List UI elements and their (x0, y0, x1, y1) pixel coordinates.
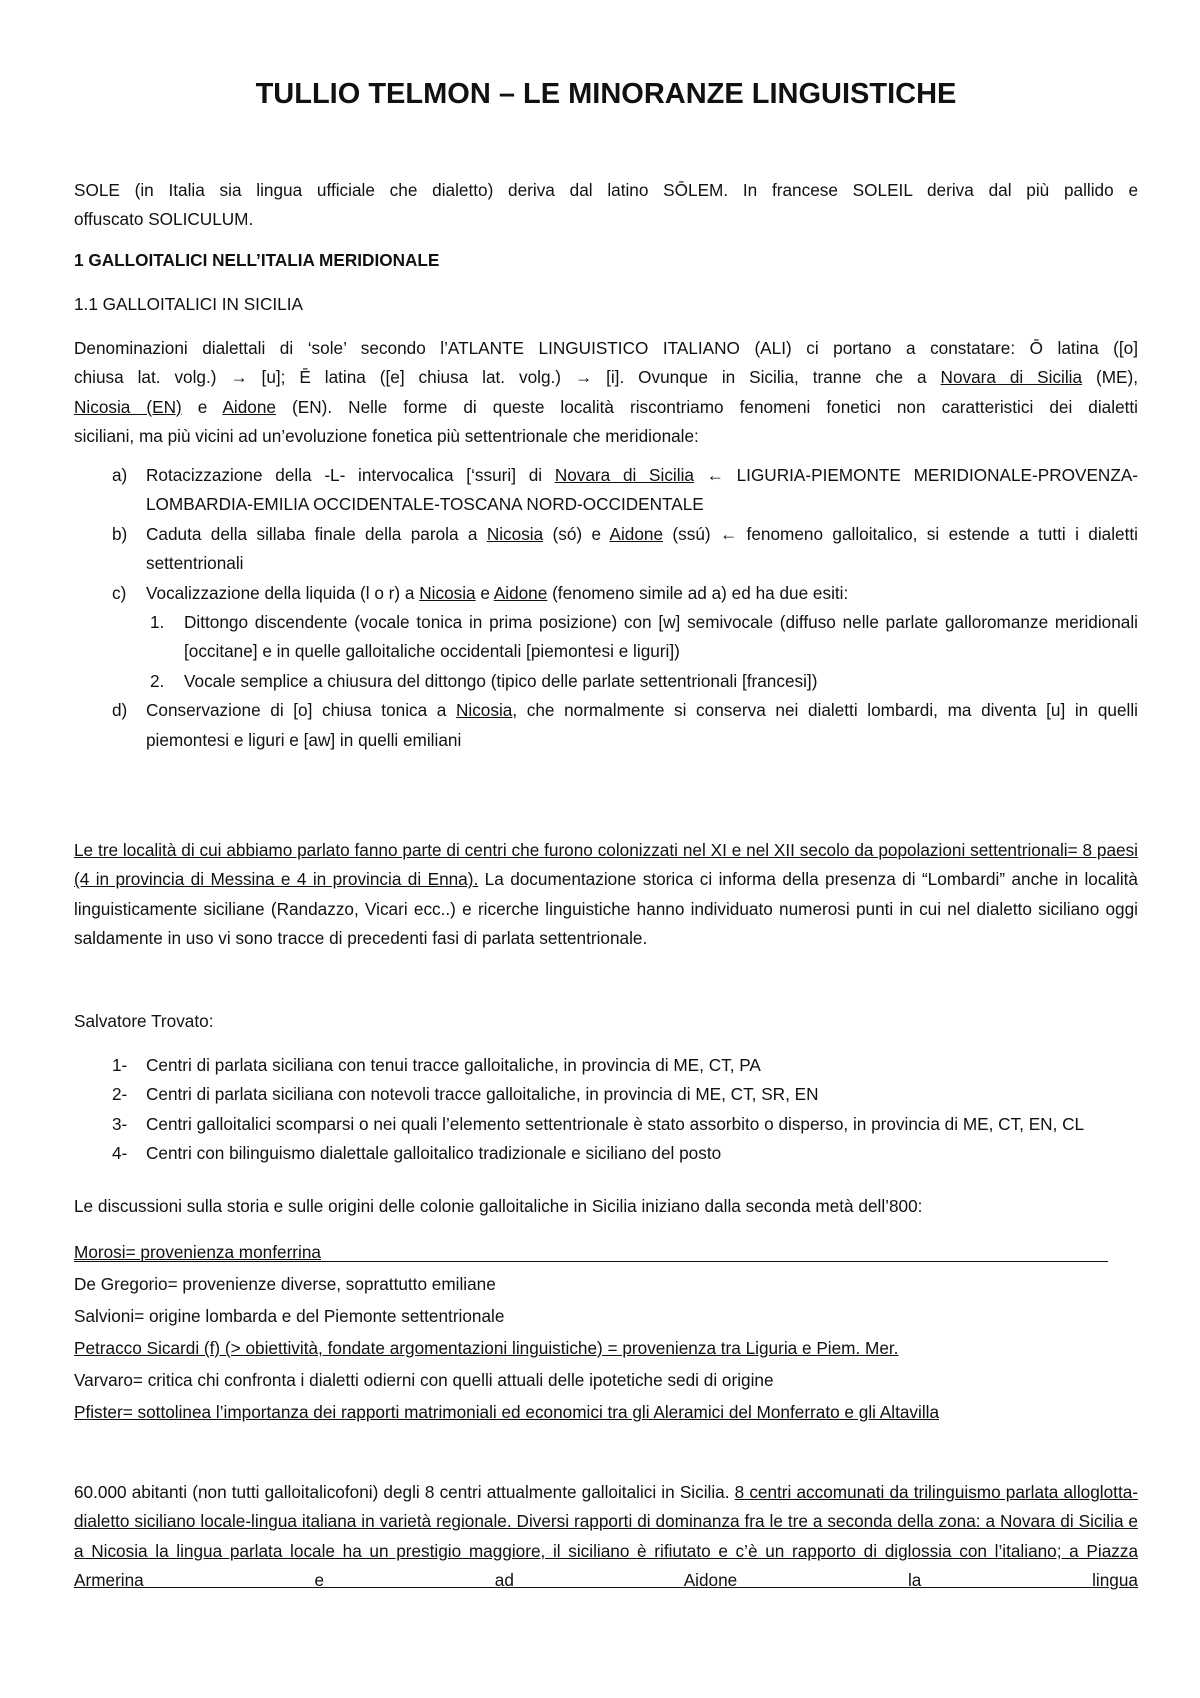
arrow-right-icon: → (230, 367, 248, 388)
para1-line-4: siciliani, ma più vicini ad un’evoluzione fonetica più settentrionale che meridionale: (74, 426, 699, 447)
list-item: 3- Centri galloitalici scomparsi o nei quali l’elemento settentrionale è stato assorbito o disperso, in provincia di ME, CT, EN, CL (112, 1113, 1085, 1134)
scholars-list (74, 1236, 1138, 1428)
para1-line-1: Denominazioni dialettali di ‘sole’ secondo l’ATLANTE LINGUISTICO ITALIANO (ALI) ci portano a constatare: Ō latina ([o] (74, 338, 1138, 358)
discussioni-line: Le discussioni sulla storia e sulle origini delle colonie galloitaliche in Sicilia iniziano dalla seconda metà dell’800: (74, 1196, 923, 1216)
scholar-varvaro: Varvaro= critica chi confronta i dialetti odierni con quelli attuali delle ipotetiche sedi di origine (74, 1370, 774, 1390)
heading-section-1: 1 GALLOITALICI NELL’ITALIA MERIDIONALE (74, 250, 440, 270)
heading-section-1-1: 1.1 GALLOITALICI IN SICILIA (74, 294, 303, 314)
list-item: 1- Centri di parlata siciliana con tenui tracce galloitaliche, in provincia di ME, CT, PA (112, 1055, 761, 1075)
trovato-list (74, 1051, 1138, 1169)
list-item: 2- Centri di parlata siciliana con notevoli tracce galloitaliche, in provincia di ME, CT, SR, EN (112, 1084, 819, 1105)
phenomena-list (74, 461, 1138, 755)
intro-line-1: SOLE (in Italia sia lingua ufficiale che dialetto) deriva dal latino SŌLEM. In francese SOLEIL deriva dal più pallido e (74, 180, 1138, 200)
list-item: b) Caduta della sillaba finale della parola a Nicosia (só) e Aidone (ssú) ← fenomeno galloitalico, si estende a tutti i dialetti settentrionali (112, 523, 1138, 574)
list-subitem: 2. Vocale semplice a chiusura del dittongo (tipico delle parlate settentrionali [francesi]) (150, 670, 818, 691)
arrow-left-icon: ← (720, 523, 738, 544)
list-item: d) Conservazione di [o] chiusa tonica a Nicosia, che normalmente si conserva nei dialetti lombardi, ma diventa [u] in quelli piemontesi e liguri e [aw] in quelli emiliani (112, 700, 1138, 750)
intro-line-2: offuscato SOLICULUM. (74, 209, 254, 230)
scholar-morosi: Morosi= provenienza monferrina (74, 1236, 1138, 1268)
para1-line-2: chiusa lat. volg.) → [u]; Ē latina ([e] chiusa lat. volg.) → [i]. Ovunque in Sicilia, tranne che a Novara di Sicilia (ME), (74, 367, 1138, 388)
list-item: 4- Centri con bilinguismo dialettale galloitalico tradizionale e siciliano del posto (112, 1143, 722, 1164)
trovato-heading: Salvatore Trovato: (74, 1011, 214, 1031)
scholar-pfister: Pfister= sottolinea l’importanza dei rapporti matrimoniali ed economici tra gli Aleramici del Monferrato e gli Altavilla (74, 1402, 940, 1422)
underline-rule (74, 1261, 1108, 1262)
para1-line-3: Nicosia (EN) e Aidone (EN). Nelle forme di queste località riscontriamo fenomeni fonetici non caratteristici dei dialetti (74, 396, 1138, 417)
scholar-petracco: Petracco Sicardi (f) (> obiettività, fondate argomentazioni linguistiche) = provenienza tra Liguria e Piem. Mer. (74, 1338, 899, 1358)
place-aidone: Aidone (222, 396, 276, 417)
paragraph-abitanti: 60.000 abitanti (non tutti galloitalicofoni) degli 8 centri attualmente galloitalici in Sicilia. 8 centri accomunati da trilinguismo parlata alloglotta-dialetto siciliano locale-lingua italiana in varietà regionale. Diversi rapporti di dominanza fra le tre a seconda della zona: a Novara di Sicilia e a Nicosia la lingua parlata locale ha un prestigio maggiore, il siciliano è rifiutato e c’è un rapporto di diglossia con l’italiano; a Piazza Armerina e ad Aidone la lingua (74, 1482, 1138, 1591)
scholar-salvioni: Salvioni= origine lombarda e del Piemonte settentrionale (74, 1306, 505, 1326)
list-subitem: 1. Dittongo discendente (vocale tonica in prima posizione) con [w] semivocale (diffuso nelle parlate galloromanze meridionali [occitane] e in quelle galloitaliche occidentali [piemontesi e liguri]) (150, 612, 1138, 662)
list-item: c) Vocalizzazione della liquida (l o r) a Nicosia e Aidone (fenomeno simile ad a) ed ha due esiti: (112, 582, 849, 603)
paragraph-localita: Le tre località di cui abbiamo parlato fanno parte di centri che furono colonizzati nel XI e nel XII secolo da popolazioni settentrionali= 8 paesi (4 in provincia di Messina e 4 in provincia di Enna). La documentazione storica ci informa della presenza di “Lombardi” anche in località linguisticamente siciliane (Randazzo, Vicari ecc..) e ricerche linguistiche hanno individuato numerosi punti in cui nel dialetto siciliano oggi saldamente in uso vi sono tracce di precedenti fasi di parlata settentrionale. (74, 840, 1138, 949)
intro-paragraph (74, 176, 1138, 235)
underlined-statement: Le tre località di cui abbiamo parlato fanno parte di centri che furono colonizzati nel XI e nel XII secolo da popolazioni settentrionali= 8 paesi (4 in provincia di Messina e 4 in provincia di Enna). (74, 840, 1138, 890)
arrow-right-icon: → (574, 367, 593, 388)
page-title: TULLIO TELMON – LE MINORANZE LINGUISTICHE (255, 78, 957, 110)
underlined-statement: 8 centri accomunati da trilinguismo parlata alloglotta-dialetto siciliano locale-lingua italiana in varietà regionale. Diversi rapporti di dominanza fra le tre a seconda della zona: a Novara di Sicilia e a Nicosia la lingua parlata locale ha un prestigio maggiore, il siciliano è rifiutato e c’è un rapporto di diglossia con l’italiano; a Piazza Armerina e ad Aidone la lingua (74, 1482, 1138, 1591)
arrow-left-icon: ← (693, 465, 737, 485)
place-novara: Novara di Sicilia (940, 367, 1083, 388)
list-item: a) Rotacizzazione della -L- intervocalica [‘ssuri] di Novara di Sicilia ← LIGURIA-PIEMONTE MERIDIONALE-PROVENZA-LOMBARDIA-EMILIA OCCIDENTALE-TOSCANA NORD-OCCIDENTALE (112, 465, 1139, 515)
paragraph-denominazioni (74, 334, 1138, 452)
scholar-degregorio: De Gregorio= provenienze diverse, soprattutto emiliane (74, 1274, 496, 1294)
place-nicosia: Nicosia (EN) (74, 396, 182, 417)
